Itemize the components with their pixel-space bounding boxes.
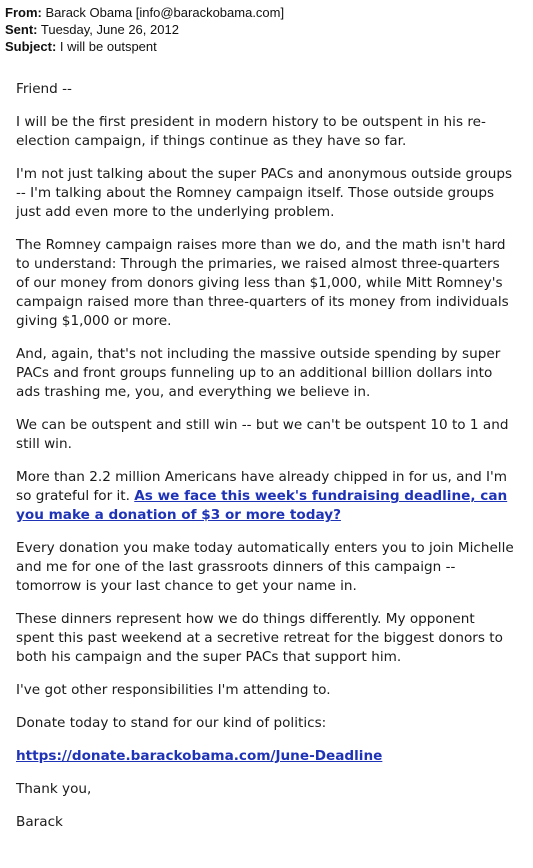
donation-ask-link[interactable]: As we face this week's fundraising deadline, can you make a donation of $3 or more today? [16,488,508,523]
sent-label: Sent: [5,22,38,37]
closing: Thank you, [16,781,92,797]
subject-value: I will be outspent [59,39,157,54]
paragraph-4: And, again, that's not including the massive outside spending by super PACs and front groups funneling up to an additional billion dollars into ads trashing me, you, and everything we believe in. [16,346,501,400]
paragraph-2: I'm not just talking about the super PACs and anonymous outside groups -- I'm talking about the Romney campaign itself. Those outside groups just add even more to the underlying problem. [16,166,513,220]
subject-label: Subject: [5,39,57,54]
paragraph-7: Every donation you make today automatically enters you to join Michelle and me for one of the last grassroots dinners of this campaign -- tomorrow is your last chance to get your name in. [16,540,514,594]
email-header [5,4,525,55]
donate-url-link[interactable]: https://donate.barackobama.com/June-Deadline [16,748,383,764]
paragraph-9: I've got other responsibilities I'm attending to. [16,682,331,698]
paragraph-3: The Romney campaign raises more than we do, and the math isn't hard to understand: Through the primaries, we raised almost three-quarters of our money from donors giving less than $1,000, while Mitt Romney's campaign raised more than three-quarters of its money from individuals giving $1,000 or more. [16,237,509,329]
paragraph-5: We can be outspent and still win -- but we can't be outspent 10 to 1 and still win. [16,417,509,452]
paragraph-6-text: More than 2.2 million Americans have already chipped in for us, and I'm so grateful for it. [16,469,508,504]
sent-value: Tuesday, June 26, 2012 [40,22,179,37]
paragraph-1: I will be the first president in modern history to be outspent in his re-election campaign, if things continue as they have so far. [16,114,486,149]
sent-row [5,21,525,38]
subject-row [5,38,525,55]
paragraph-10: Donate today to stand for our kind of politics: [16,715,327,731]
signature: Barack [16,814,63,830]
paragraph-6 [16,468,516,525]
from-value: Barack Obama [info@barackobama.com] [45,5,285,20]
from-label: From: [5,5,42,20]
greeting: Friend -- [16,81,72,97]
paragraph-8: These dinners represent how we do things differently. My opponent spent this past weekend at a secretive retreat for the biggest donors to both his campaign and the super PACs that support him. [16,611,503,665]
donate-link-paragraph [16,747,516,766]
email-body [16,80,516,846]
from-row [5,4,525,21]
